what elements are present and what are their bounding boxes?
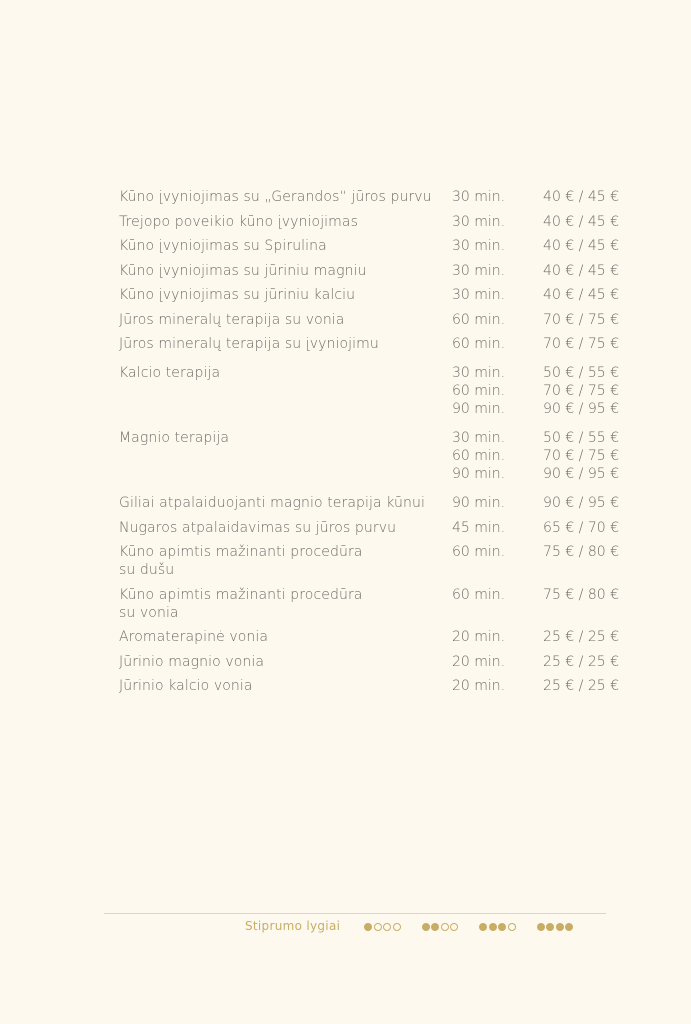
- filled-dot-icon: [565, 923, 573, 931]
- service-price: 40 € / 45 €: [543, 262, 619, 279]
- service-prices: [541, 628, 619, 646]
- service-duration: 30 min.: [452, 262, 506, 279]
- service-duration: 60 min.: [452, 383, 506, 399]
- service-row: [119, 628, 619, 646]
- service-durations: [452, 286, 541, 304]
- service-duration: 60 min.: [452, 336, 506, 352]
- strength-levels-legend: [364, 923, 573, 931]
- service-prices: [541, 335, 619, 353]
- service-name: Kūno įvyniojimas su Spirulina: [119, 238, 327, 254]
- filled-dot-icon: [489, 923, 497, 931]
- service-price: 70 € / 75 €: [543, 311, 619, 328]
- service-row: [119, 586, 619, 622]
- service-price: 50 € / 55 €: [543, 430, 619, 446]
- service-duration: 90 min.: [452, 401, 506, 417]
- filled-dot-icon: [479, 923, 487, 931]
- service-duration: 30 min.: [452, 365, 506, 381]
- service-name: Jūros mineralų terapija su vonia: [119, 311, 345, 328]
- service-durations: [452, 188, 541, 206]
- service-price: 70 € / 75 €: [543, 383, 619, 399]
- service-row: [119, 543, 619, 579]
- service-durations: [452, 653, 541, 671]
- strength-level-1: [364, 923, 401, 931]
- service-duration: 30 min.: [452, 430, 506, 446]
- service-prices: [541, 364, 619, 418]
- service-price: 70 € / 75 €: [543, 336, 619, 352]
- service-row: [119, 429, 619, 483]
- empty-dot-icon: [508, 923, 516, 931]
- service-name: Kūno apimtis mažinanti procedūra su dušu: [119, 544, 363, 578]
- service-price: 65 € / 70 €: [543, 519, 619, 536]
- service-prices: [541, 677, 619, 695]
- service-prices: [541, 543, 619, 579]
- service-prices: [541, 586, 619, 622]
- service-durations: [452, 429, 541, 483]
- service-prices: [541, 286, 619, 304]
- service-prices: [541, 494, 619, 512]
- service-prices: [541, 653, 619, 671]
- service-name: Jūrinio kalcio vonia: [119, 678, 253, 694]
- service-price: 90 € / 95 €: [543, 495, 619, 511]
- service-duration: 20 min.: [452, 629, 506, 645]
- filled-dot-icon: [537, 923, 545, 931]
- filled-dot-icon: [431, 923, 439, 931]
- service-duration: 60 min.: [452, 586, 506, 603]
- service-price: 40 € / 45 €: [543, 213, 619, 230]
- service-duration: 60 min.: [452, 448, 506, 464]
- service-durations: [452, 628, 541, 646]
- service-price: 40 € / 45 €: [543, 189, 619, 205]
- service-name: Aromaterapinė vonia: [119, 629, 269, 645]
- service-name: Magnio terapija: [119, 430, 230, 446]
- service-prices: [541, 311, 619, 329]
- service-duration: 30 min.: [452, 287, 506, 303]
- service-duration: 30 min.: [452, 213, 506, 230]
- service-duration: 60 min.: [452, 544, 506, 560]
- service-name: Jūrinio magnio vonia: [119, 653, 265, 670]
- strength-level-4: [537, 923, 574, 931]
- service-row: [119, 188, 619, 206]
- service-durations: [452, 237, 541, 255]
- service-durations: [452, 213, 541, 231]
- service-price: 90 € / 95 €: [543, 466, 619, 482]
- service-duration: 45 min.: [452, 519, 506, 536]
- service-name: Kūno įvyniojimas su jūriniu magniu: [119, 262, 367, 279]
- service-prices: [541, 213, 619, 231]
- service-row: [119, 286, 619, 304]
- service-durations: [452, 519, 541, 537]
- service-row: [119, 519, 619, 537]
- filled-dot-icon: [422, 923, 430, 931]
- service-duration: 20 min.: [452, 678, 506, 694]
- service-duration: 90 min.: [452, 495, 506, 511]
- service-durations: [452, 311, 541, 329]
- service-prices: [541, 262, 619, 280]
- service-durations: [452, 262, 541, 280]
- strength-levels-label: Stiprumo lygiai: [245, 919, 341, 933]
- service-price: 25 € / 25 €: [543, 678, 619, 694]
- service-name: Trejopo poveikio kūno įvyniojimas: [119, 213, 358, 230]
- empty-dot-icon: [450, 923, 458, 931]
- filled-dot-icon: [364, 923, 372, 931]
- service-price-list: [119, 188, 619, 695]
- service-prices: [541, 429, 619, 483]
- service-row: [119, 311, 619, 329]
- service-name: Kalcio terapija: [119, 365, 221, 381]
- service-durations: [452, 494, 541, 512]
- strength-level-3: [479, 923, 516, 931]
- service-durations: [452, 586, 541, 622]
- empty-dot-icon: [374, 923, 382, 931]
- filled-dot-icon: [546, 923, 554, 931]
- service-prices: [541, 237, 619, 255]
- service-row: [119, 335, 619, 353]
- service-price: 40 € / 45 €: [543, 238, 619, 254]
- service-duration: 90 min.: [452, 466, 506, 482]
- service-durations: [452, 543, 541, 579]
- service-price: 75 € / 80 €: [543, 544, 619, 560]
- service-price: 40 € / 45 €: [543, 287, 619, 303]
- strength-level-2: [422, 923, 459, 931]
- service-row: [119, 262, 619, 280]
- service-price: 25 € / 25 €: [543, 629, 619, 645]
- service-duration: 30 min.: [452, 238, 506, 254]
- service-name: Kūno įvyniojimas su „Gerandos“ jūros purvu: [119, 189, 432, 205]
- service-name: Jūros mineralų terapija su įvyniojimu: [119, 336, 379, 352]
- service-price: 50 € / 55 €: [543, 365, 619, 381]
- service-duration: 20 min.: [452, 653, 506, 670]
- service-name: Giliai atpalaiduojanti magnio terapija kūnui: [119, 495, 425, 511]
- service-prices: [541, 188, 619, 206]
- service-name: Kūno apimtis mažinanti procedūra su vonia: [119, 586, 363, 621]
- service-price: 25 € / 25 €: [543, 653, 619, 670]
- empty-dot-icon: [383, 923, 391, 931]
- service-row: [119, 213, 619, 231]
- service-row: [119, 653, 619, 671]
- service-row: [119, 364, 619, 418]
- service-name: Kūno įvyniojimas su jūriniu kalciu: [119, 287, 356, 303]
- service-duration: 30 min.: [452, 189, 506, 205]
- filled-dot-icon: [556, 923, 564, 931]
- service-durations: [452, 335, 541, 353]
- filled-dot-icon: [498, 923, 506, 931]
- service-price: 90 € / 95 €: [543, 401, 619, 417]
- service-price: 75 € / 80 €: [543, 586, 619, 603]
- service-price: 70 € / 75 €: [543, 448, 619, 464]
- service-row: [119, 677, 619, 695]
- service-prices: [541, 519, 619, 537]
- service-row: [119, 494, 619, 512]
- service-duration: 60 min.: [452, 311, 506, 328]
- service-durations: [452, 364, 541, 418]
- service-name: Nugaros atpalaidavimas su jūros purvu: [119, 519, 397, 536]
- empty-dot-icon: [393, 923, 401, 931]
- service-durations: [452, 677, 541, 695]
- service-row: [119, 237, 619, 255]
- footer-divider: [104, 913, 606, 914]
- empty-dot-icon: [441, 923, 449, 931]
